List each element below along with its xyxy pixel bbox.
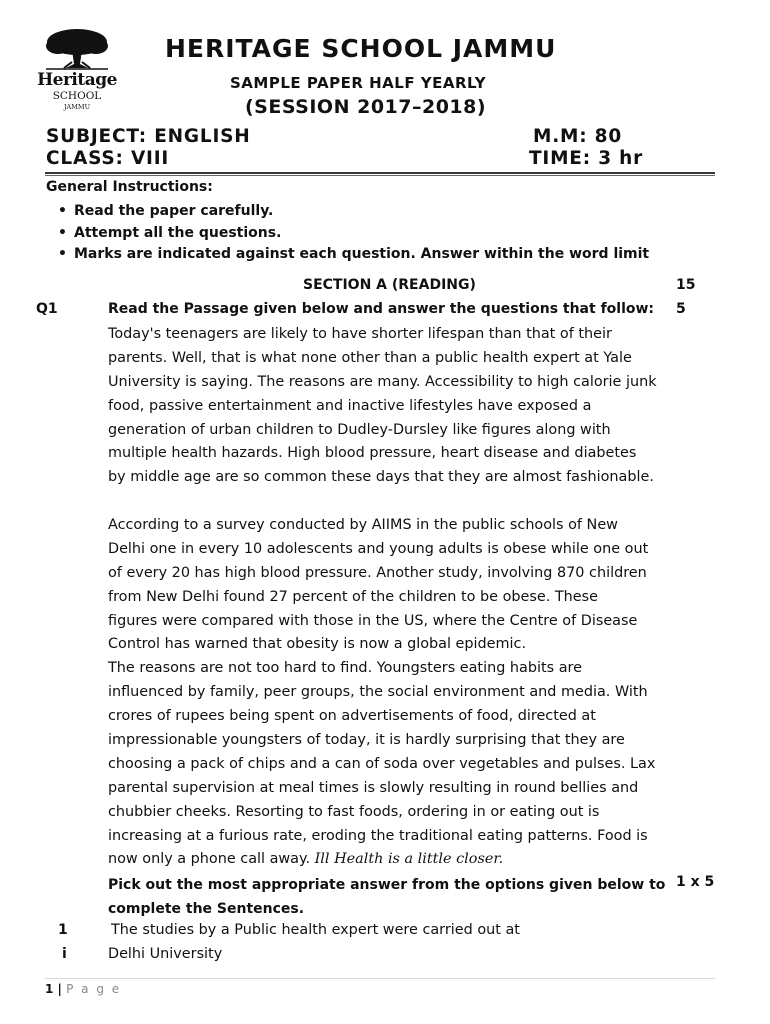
sub-question-number: 1 bbox=[58, 922, 68, 938]
answer-instructions bbox=[108, 874, 665, 921]
school-logo bbox=[36, 26, 118, 116]
logo-text-jammu: JAMMU bbox=[63, 103, 91, 111]
question-prompt: Read the Passage given below and answer the questions that follow: bbox=[108, 301, 655, 317]
passage-line: food, passive entertainment and inactive lifestyles have exposed a bbox=[108, 397, 592, 414]
max-marks-label: M.M: 80 bbox=[533, 126, 623, 147]
passage-last-line bbox=[108, 848, 655, 872]
passage-italic-closing: Ill Health is a little closer. bbox=[314, 851, 504, 868]
class-label: CLASS: VIII bbox=[46, 148, 170, 169]
passage-line: choosing a pack of chips and a can of soda over vegetables and pulses. Lax bbox=[108, 755, 656, 772]
header-divider bbox=[45, 172, 715, 174]
instruction-item: • Marks are indicated against each question. Answer within the word limit bbox=[58, 244, 649, 266]
passage-line-start: now only a phone call away. bbox=[108, 851, 315, 868]
passage-line: parental supervision at meal times is slowly resulting in round bellies and bbox=[108, 779, 639, 796]
passage-paragraph-2 bbox=[108, 514, 655, 872]
page-number: 1 bbox=[45, 982, 54, 996]
paper-title: SAMPLE PAPER HALF YEARLY bbox=[230, 74, 487, 92]
passage-line: of every 20 has high blood pressure. Another study, involving 870 children bbox=[108, 564, 647, 581]
passage-line: generation of urban children to Dudley-Dursley like figures along with bbox=[108, 421, 611, 438]
time-label: TIME: 3 hr bbox=[529, 148, 643, 169]
passage-line: Delhi one in every 10 adolescents and young adults is obese while one out bbox=[108, 540, 649, 557]
page-footer bbox=[45, 982, 121, 996]
passage-line: by middle age are so common these days that they are almost fashionable. bbox=[108, 469, 654, 486]
instructions-heading: General Instructions: bbox=[46, 179, 213, 195]
header-divider-accent bbox=[45, 175, 715, 176]
passage-line: increasing at a furious rate, eroding the traditional eating patterns. Food is bbox=[108, 827, 648, 844]
sub-question-text: The studies by a Public health expert were carried out at bbox=[111, 922, 520, 938]
passage-line: from New Delhi found 27 percent of the children to be obese. These bbox=[108, 588, 598, 605]
passage-line: parents. Well, that is what none other than a public health expert at Yale bbox=[108, 349, 632, 366]
logo-text-heritage: Heritage bbox=[37, 70, 117, 90]
passage-line: influenced by family, peer groups, the social environment and media. With bbox=[108, 684, 648, 701]
answer-instruction-line: complete the Sentences. bbox=[108, 900, 305, 917]
section-marks: 15 bbox=[676, 277, 696, 293]
passage-line: Control has warned that obesity is now a global epidemic. bbox=[108, 636, 527, 653]
page-label: P a g e bbox=[66, 982, 122, 996]
passage-line: impressionable youngsters of today, it is hardly surprising that they are bbox=[108, 732, 625, 749]
instruction-item: • Attempt all the questions. bbox=[58, 223, 649, 245]
footer-divider bbox=[45, 978, 715, 979]
instruction-item: • Read the paper carefully. bbox=[58, 201, 649, 223]
passage-line: University is saying. The reasons are many. Accessibility to high calorie junk bbox=[108, 373, 657, 390]
answer-instruction-line: Pick out the most appropriate answer from the options given below to bbox=[108, 877, 666, 893]
instructions-list bbox=[58, 201, 649, 266]
passage-line: crores of rupees being spent on advertisements of food, directed at bbox=[108, 708, 596, 725]
section-title: SECTION A (READING) bbox=[303, 277, 476, 293]
passage-line: figures were compared with those in the US, where the Centre of Disease bbox=[108, 612, 638, 629]
passage-line: chubbier cheeks. Resorting to fast foods, ordering in or eating out is bbox=[108, 803, 600, 820]
option-label: i bbox=[62, 946, 67, 962]
tree-logo-icon bbox=[36, 26, 118, 70]
subject-label: SUBJECT: ENGLISH bbox=[46, 126, 251, 147]
logo-text-school: SCHOOL bbox=[52, 90, 102, 102]
passage-line: The reasons are not too hard to find. Youngsters eating habits are bbox=[108, 660, 582, 677]
instruction-marks: 1 x 5 bbox=[676, 874, 715, 890]
option-text: Delhi University bbox=[108, 946, 223, 962]
question-number: Q1 bbox=[36, 301, 58, 317]
question-marks: 5 bbox=[676, 301, 686, 317]
passage-line: Today's teenagers are likely to have shorter lifespan than that of their bbox=[108, 326, 612, 342]
passage-line: multiple health hazards. High blood pressure, heart disease and diabetes bbox=[108, 445, 637, 462]
session-title: (SESSION 2017–2018) bbox=[245, 96, 487, 118]
passage-line: According to a survey conducted by AIIMS in the public schools of New bbox=[108, 517, 618, 533]
passage-paragraph-1 bbox=[108, 323, 657, 490]
page-separator: | bbox=[53, 982, 67, 996]
school-name: HERITAGE SCHOOL JAMMU bbox=[165, 34, 557, 63]
